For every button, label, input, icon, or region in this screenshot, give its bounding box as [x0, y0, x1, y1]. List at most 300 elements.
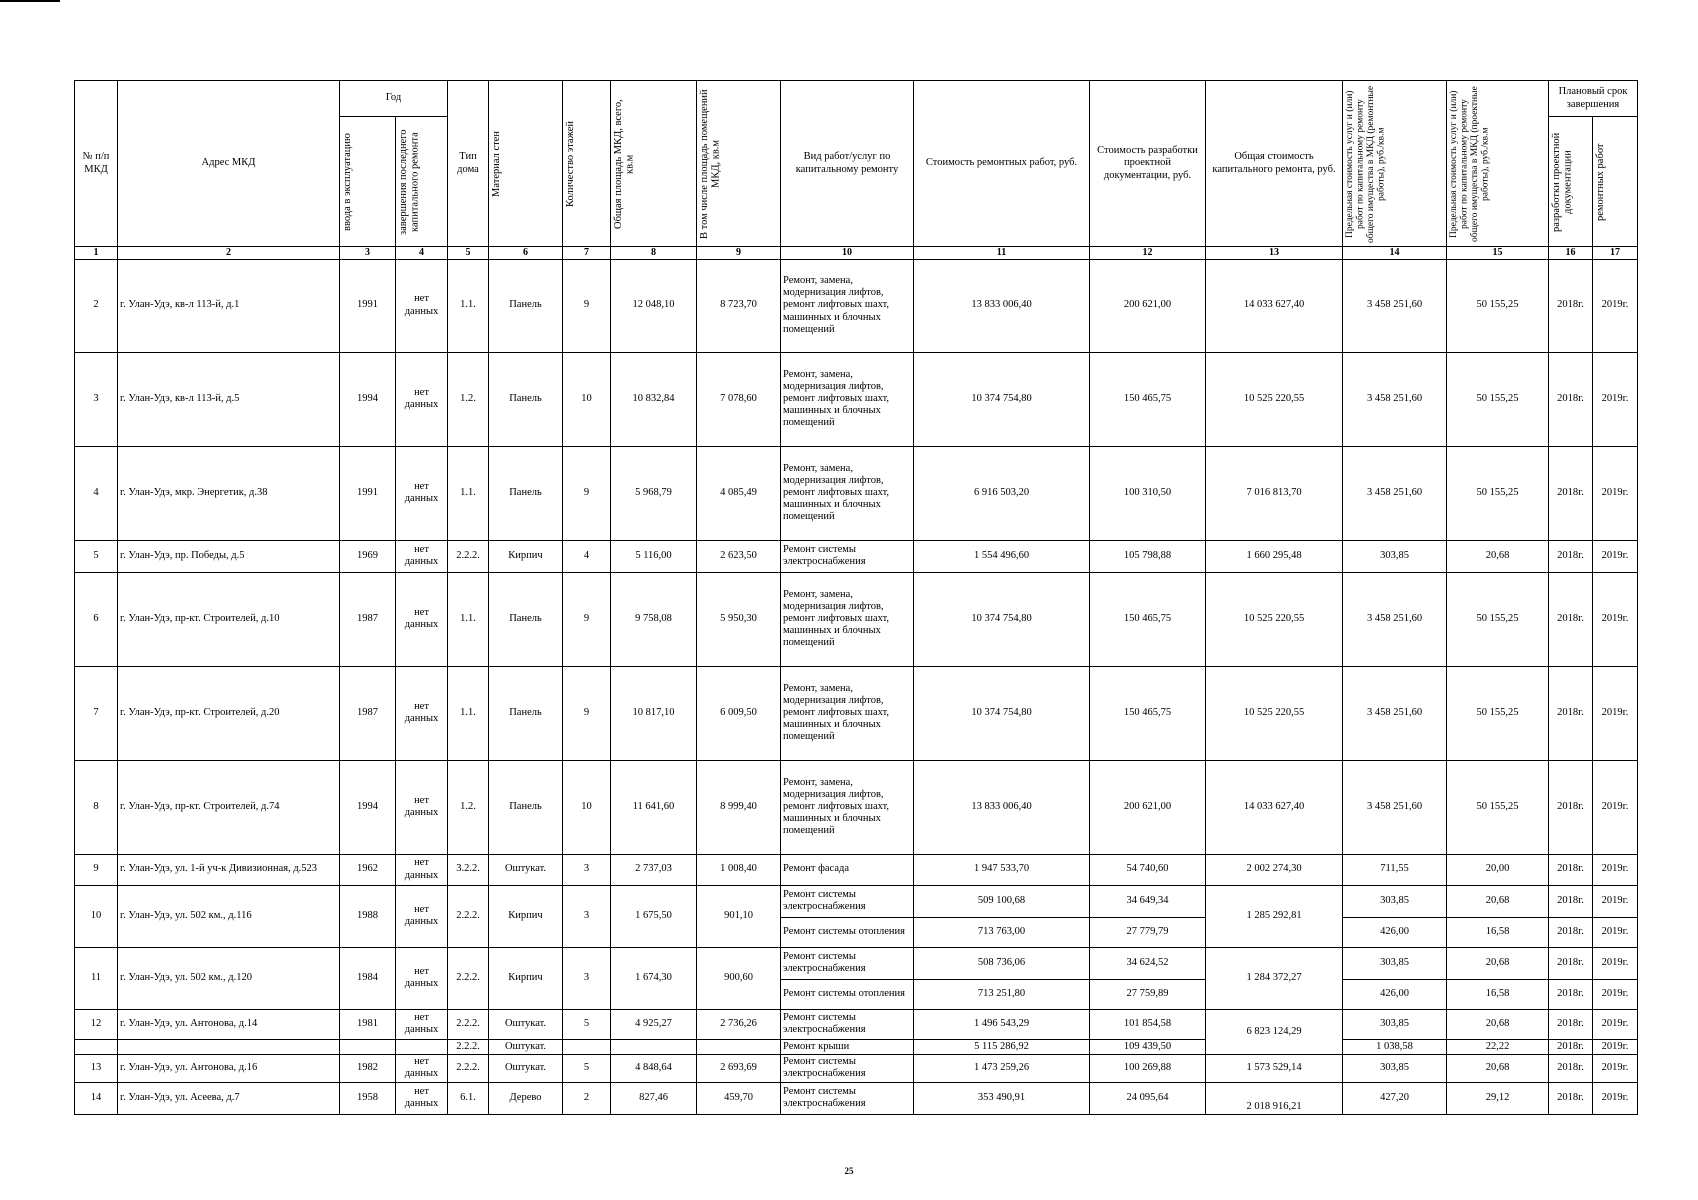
table-row [75, 1009, 1638, 1039]
header-cost-design: Стоимость разработки проектной документации, руб. [1090, 81, 1206, 247]
cell-area-rooms: 4 085,49 [697, 446, 781, 540]
header-material: Материал стен [491, 130, 502, 197]
cell-year-commissioning: 1994 [340, 760, 396, 854]
cell-plan-repair: 2019г. [1593, 1082, 1638, 1114]
cell-work: Ремонт системы электроснабжения [781, 947, 914, 979]
cell-cost-design: 27 759,89 [1090, 979, 1206, 1009]
column-number: 13 [1206, 247, 1343, 260]
cell-number: 4 [75, 446, 118, 540]
cell-type: 2.2.2. [448, 1039, 489, 1054]
cell-number: 2 [75, 259, 118, 352]
cell-number: 3 [75, 352, 118, 446]
cell-area-rooms: 8 723,70 [697, 259, 781, 352]
cell-address: г. Улан-Удэ, пр-кт. Строителей, д.74 [118, 760, 340, 854]
cell-year-last-repair [396, 1039, 448, 1054]
cell-plan-repair: 2019г. [1593, 854, 1638, 885]
cell-year-last-repair: нет данных [396, 1054, 448, 1082]
cell-cost-repair: 1 947 533,70 [914, 854, 1090, 885]
cell-plan-repair: 2019г. [1593, 540, 1638, 572]
cell-material: Дерево [489, 1082, 563, 1114]
cell-area-total: 12 048,10 [611, 259, 697, 352]
cell-cost-repair: 1 496 543,29 [914, 1009, 1090, 1039]
cell-work: Ремонт, замена, модернизация лифтов, ремонт лифтовых шахт, машинных и блочных помещений [781, 352, 914, 446]
header-year-group: Год [340, 81, 448, 117]
column-number: 7 [563, 247, 611, 260]
header-limit-repair: Предельная стоимость услуг и (или) работ по капитальному ремонту общего имущества в МКД (ремонтные работы), руб./кв.м [1345, 84, 1387, 243]
cell-cost-total: 1 285 292,81 [1206, 885, 1343, 947]
cell-plan-design: 2018г. [1549, 352, 1593, 446]
column-number: 14 [1343, 247, 1447, 260]
table-row [75, 352, 1638, 446]
table-row [75, 572, 1638, 666]
cell-limit-repair: 711,55 [1343, 854, 1447, 885]
cell-area-rooms: 459,70 [697, 1082, 781, 1114]
table-row [75, 885, 1638, 917]
cell-cost-repair: 13 833 006,40 [914, 259, 1090, 352]
cell-limit-repair: 3 458 251,60 [1343, 446, 1447, 540]
cell-work: Ремонт, замена, модернизация лифтов, ремонт лифтовых шахт, машинных и блочных помещений [781, 259, 914, 352]
cell-limit-design: 50 155,25 [1447, 446, 1549, 540]
cell-material: Панель [489, 352, 563, 446]
cell-address [118, 1039, 340, 1054]
cell-year-commissioning: 1981 [340, 1009, 396, 1039]
header-number: № п/п МКД [75, 81, 118, 247]
cell-limit-design: 16,58 [1447, 979, 1549, 1009]
cell-cost-total: 10 525 220,55 [1206, 572, 1343, 666]
cell-year-commissioning: 1982 [340, 1054, 396, 1082]
cell-cost-total: 2 018 916,21 [1206, 1082, 1343, 1114]
cell-material: Оштукат. [489, 1039, 563, 1054]
table-row [75, 259, 1638, 352]
cell-number: 9 [75, 854, 118, 885]
cell-floors: 3 [563, 947, 611, 1009]
cell-type: 2.2.2. [448, 540, 489, 572]
cell-limit-repair: 3 458 251,60 [1343, 760, 1447, 854]
cell-limit-repair: 3 458 251,60 [1343, 259, 1447, 352]
header-year-last-repair: завершения последнего капитального ремонта [398, 128, 421, 235]
cell-material: Кирпич [489, 540, 563, 572]
column-number: 9 [697, 247, 781, 260]
cell-type: 2.2.2. [448, 885, 489, 947]
cell-number: 11 [75, 947, 118, 1009]
cell-plan-repair: 2019г. [1593, 760, 1638, 854]
cell-type: 1.1. [448, 572, 489, 666]
cell-type: 1.2. [448, 352, 489, 446]
cell-type: 1.1. [448, 446, 489, 540]
cell-limit-repair: 303,85 [1343, 540, 1447, 572]
cell-cost-total: 1 284 372,27 [1206, 947, 1343, 1009]
cell-limit-design: 29,12 [1447, 1082, 1549, 1114]
cell-cost-repair: 10 374 754,80 [914, 666, 1090, 760]
cell-number: 5 [75, 540, 118, 572]
cell-work: Ремонт системы электроснабжения [781, 1082, 914, 1114]
cell-plan-design: 2018г. [1549, 979, 1593, 1009]
cell-cost-design: 200 621,00 [1090, 760, 1206, 854]
table-row [75, 1039, 1638, 1054]
cell-cost-total: 14 033 627,40 [1206, 760, 1343, 854]
cell-year-last-repair: нет данных [396, 666, 448, 760]
cell-year-commissioning: 1991 [340, 446, 396, 540]
cell-material: Панель [489, 446, 563, 540]
cell-material: Оштукат. [489, 1054, 563, 1082]
cell-cost-design: 34 649,34 [1090, 885, 1206, 917]
cell-cost-total: 6 823 124,29 [1206, 1009, 1343, 1054]
cell-year-commissioning: 1984 [340, 947, 396, 1009]
cell-cost-repair: 508 736,06 [914, 947, 1090, 979]
table-row [75, 760, 1638, 854]
cell-type: 2.2.2. [448, 1009, 489, 1039]
column-number: 8 [611, 247, 697, 260]
cell-year-last-repair: нет данных [396, 885, 448, 947]
cell-number: 8 [75, 760, 118, 854]
cell-floors: 5 [563, 1009, 611, 1039]
cell-area-total: 10 832,84 [611, 352, 697, 446]
cell-plan-design: 2018г. [1549, 666, 1593, 760]
cell-plan-design: 2018г. [1549, 1054, 1593, 1082]
cell-area-rooms: 7 078,60 [697, 352, 781, 446]
cell-cost-design: 101 854,58 [1090, 1009, 1206, 1039]
cell-cost-design: 54 740,60 [1090, 854, 1206, 885]
cell-area-total: 2 737,03 [611, 854, 697, 885]
cell-work: Ремонт крыши [781, 1039, 914, 1054]
cell-plan-repair: 2019г. [1593, 572, 1638, 666]
cell-floors: 9 [563, 446, 611, 540]
column-number: 5 [448, 247, 489, 260]
cell-limit-repair: 426,00 [1343, 979, 1447, 1009]
cell-area-total: 827,46 [611, 1082, 697, 1114]
cell-cost-repair: 713 251,80 [914, 979, 1090, 1009]
cell-area-total: 9 758,08 [611, 572, 697, 666]
cell-cost-repair: 13 833 006,40 [914, 760, 1090, 854]
table-row [75, 540, 1638, 572]
cell-year-last-repair: нет данных [396, 854, 448, 885]
header-area-rooms: В том числе площадь помещений МКД, кв.м [699, 88, 722, 239]
cell-material: Оштукат. [489, 854, 563, 885]
cell-work: Ремонт системы электроснабжения [781, 885, 914, 917]
cell-cost-total: 10 525 220,55 [1206, 352, 1343, 446]
cell-cost-design: 100 269,88 [1090, 1054, 1206, 1082]
header-plan-group: Плановый срок завершения [1549, 81, 1638, 117]
cell-material: Панель [489, 760, 563, 854]
header-floors: Количество этажей [565, 120, 576, 207]
cell-area-total: 5 968,79 [611, 446, 697, 540]
cell-work: Ремонт, замена, модернизация лифтов, ремонт лифтовых шахт, машинных и блочных помещений [781, 572, 914, 666]
cell-floors: 9 [563, 572, 611, 666]
cell-cost-design: 100 310,50 [1090, 446, 1206, 540]
cell-floors: 10 [563, 352, 611, 446]
cell-address: г. Улан-Удэ, ул. 502 км., д.120 [118, 947, 340, 1009]
header-cost-total: Общая стоимость капитального ремонта, руб. [1206, 81, 1343, 247]
cell-limit-repair: 3 458 251,60 [1343, 572, 1447, 666]
header-type: Тип дома [448, 81, 489, 247]
cell-year-last-repair: нет данных [396, 259, 448, 352]
cell-cost-design: 109 439,50 [1090, 1039, 1206, 1054]
cell-year-last-repair: нет данных [396, 947, 448, 1009]
cell-floors: 9 [563, 259, 611, 352]
cell-cost-total: 10 525 220,55 [1206, 666, 1343, 760]
cell-type: 2.2.2. [448, 1054, 489, 1082]
cell-area-total: 10 817,10 [611, 666, 697, 760]
cell-limit-repair: 427,20 [1343, 1082, 1447, 1114]
cell-number: 7 [75, 666, 118, 760]
cell-limit-repair: 426,00 [1343, 917, 1447, 947]
cell-cost-repair: 6 916 503,20 [914, 446, 1090, 540]
cell-cost-repair: 10 374 754,80 [914, 352, 1090, 446]
column-number: 3 [340, 247, 396, 260]
cell-floors: 9 [563, 666, 611, 760]
header-work: Вид работ/услуг по капитальному ремонту [781, 81, 914, 247]
cell-cost-design: 24 095,64 [1090, 1082, 1206, 1114]
cell-floors: 3 [563, 885, 611, 947]
cell-area-rooms: 5 950,30 [697, 572, 781, 666]
cell-address: г. Улан-Удэ, ул. Антонова, д.16 [118, 1054, 340, 1082]
cell-cost-design: 105 798,88 [1090, 540, 1206, 572]
cell-area-rooms: 901,10 [697, 885, 781, 947]
cell-work: Ремонт, замена, модернизация лифтов, ремонт лифтовых шахт, машинных и блочных помещений [781, 760, 914, 854]
column-number: 17 [1593, 247, 1638, 260]
cell-type: 2.2.2. [448, 947, 489, 1009]
cell-work: Ремонт, замена, модернизация лифтов, ремонт лифтовых шахт, машинных и блочных помещений [781, 666, 914, 760]
cell-plan-design: 2018г. [1549, 446, 1593, 540]
cell-year-last-repair: нет данных [396, 352, 448, 446]
cell-year-commissioning: 1969 [340, 540, 396, 572]
cell-floors: 3 [563, 854, 611, 885]
cell-area-rooms [697, 1039, 781, 1054]
cell-type: 6.1. [448, 1082, 489, 1114]
cell-cost-design: 34 624,52 [1090, 947, 1206, 979]
cell-year-last-repair: нет данных [396, 540, 448, 572]
cell-area-total: 1 675,50 [611, 885, 697, 947]
cell-plan-repair: 2019г. [1593, 352, 1638, 446]
cell-material: Оштукат. [489, 1009, 563, 1039]
cell-area-total: 1 674,30 [611, 947, 697, 1009]
cell-address: г. Улан-Удэ, ул. 1-й уч-к Дивизионная, д.523 [118, 854, 340, 885]
cell-year-commissioning: 1987 [340, 666, 396, 760]
cell-limit-design: 22,22 [1447, 1039, 1549, 1054]
cell-limit-design: 20,68 [1447, 540, 1549, 572]
header-plan-repair: ремонтных работ [1595, 142, 1606, 221]
cell-plan-repair: 2019г. [1593, 1054, 1638, 1082]
column-number: 12 [1090, 247, 1206, 260]
column-number: 2 [118, 247, 340, 260]
cell-area-rooms: 2 623,50 [697, 540, 781, 572]
cell-year-commissioning: 1987 [340, 572, 396, 666]
cell-limit-design: 20,68 [1447, 1054, 1549, 1082]
cell-area-total: 11 641,60 [611, 760, 697, 854]
cell-work: Ремонт системы электроснабжения [781, 1054, 914, 1082]
cell-address: г. Улан-Удэ, ул. Асеева, д.7 [118, 1082, 340, 1114]
cell-plan-design: 2018г. [1549, 947, 1593, 979]
cell-number [75, 1039, 118, 1054]
cell-limit-repair: 303,85 [1343, 1054, 1447, 1082]
cell-limit-repair: 303,85 [1343, 885, 1447, 917]
cell-area-rooms: 900,60 [697, 947, 781, 1009]
cell-limit-design: 16,58 [1447, 917, 1549, 947]
cell-material: Кирпич [489, 947, 563, 1009]
page-number: 25 [844, 1166, 854, 1176]
cell-plan-design: 2018г. [1549, 1082, 1593, 1114]
cell-type: 1.1. [448, 259, 489, 352]
cell-address: г. Улан-Удэ, кв-л 113-й, д.5 [118, 352, 340, 446]
column-number: 16 [1549, 247, 1593, 260]
cell-limit-design: 20,68 [1447, 947, 1549, 979]
table-row [75, 666, 1638, 760]
cell-floors [563, 1039, 611, 1054]
cell-area-total: 4 848,64 [611, 1054, 697, 1082]
cell-year-commissioning: 1962 [340, 854, 396, 885]
cell-cost-total: 2 002 274,30 [1206, 854, 1343, 885]
cell-plan-design: 2018г. [1549, 1009, 1593, 1039]
table-row [75, 1054, 1638, 1082]
cell-year-commissioning [340, 1039, 396, 1054]
cell-floors: 10 [563, 760, 611, 854]
header-limit-design: Предельная стоимость услуг и (или) работ по капитальному ремонту общего имущества в МКД (проектные работы), руб./кв.м [1449, 85, 1491, 242]
cell-cost-design: 200 621,00 [1090, 259, 1206, 352]
cell-limit-repair: 303,85 [1343, 947, 1447, 979]
cell-cost-total: 14 033 627,40 [1206, 259, 1343, 352]
cell-limit-repair: 1 038,58 [1343, 1039, 1447, 1054]
cell-work: Ремонт системы электроснабжения [781, 540, 914, 572]
cell-limit-design: 20,68 [1447, 1009, 1549, 1039]
cell-type: 1.2. [448, 760, 489, 854]
cell-plan-design: 2018г. [1549, 572, 1593, 666]
cell-area-rooms: 1 008,40 [697, 854, 781, 885]
cell-plan-design: 2018г. [1549, 540, 1593, 572]
cell-area-rooms: 2 693,69 [697, 1054, 781, 1082]
cell-material: Панель [489, 259, 563, 352]
cell-limit-design: 20,00 [1447, 854, 1549, 885]
cell-cost-total: 7 016 813,70 [1206, 446, 1343, 540]
cell-plan-design: 2018г. [1549, 917, 1593, 947]
cell-number: 6 [75, 572, 118, 666]
cell-material: Панель [489, 572, 563, 666]
cell-material: Панель [489, 666, 563, 760]
table-row [75, 854, 1638, 885]
cell-area-total: 4 925,27 [611, 1009, 697, 1039]
cell-number: 10 [75, 885, 118, 947]
cell-floors: 4 [563, 540, 611, 572]
column-number: 11 [914, 247, 1090, 260]
cell-cost-design: 150 465,75 [1090, 666, 1206, 760]
cell-work: Ремонт фасада [781, 854, 914, 885]
column-number: 1 [75, 247, 118, 260]
cell-address: г. Улан-Удэ, пр. Победы, д.5 [118, 540, 340, 572]
table-row [75, 947, 1638, 979]
cell-plan-repair: 2019г. [1593, 259, 1638, 352]
cell-address: г. Улан-Удэ, пр-кт. Строителей, д.20 [118, 666, 340, 760]
cell-plan-repair: 2019г. [1593, 1009, 1638, 1039]
cell-limit-design: 20,68 [1447, 885, 1549, 917]
cell-cost-repair: 1 554 496,60 [914, 540, 1090, 572]
header-area-total: Общая площадь МКД, всего, кв.м [613, 98, 636, 229]
cell-work: Ремонт системы отопления [781, 979, 914, 1009]
cell-limit-repair: 303,85 [1343, 1009, 1447, 1039]
cell-plan-design: 2018г. [1549, 885, 1593, 917]
cell-limit-design: 50 155,25 [1447, 666, 1549, 760]
scan-edge [0, 0, 60, 2]
table-row [75, 446, 1638, 540]
cell-limit-design: 50 155,25 [1447, 760, 1549, 854]
cell-plan-design: 2018г. [1549, 259, 1593, 352]
cell-year-last-repair: нет данных [396, 1082, 448, 1114]
cell-year-last-repair: нет данных [396, 1009, 448, 1039]
cell-year-commissioning: 1988 [340, 885, 396, 947]
column-number: 10 [781, 247, 914, 260]
column-number: 4 [396, 247, 448, 260]
column-number: 6 [489, 247, 563, 260]
table-row [75, 1082, 1638, 1114]
cell-cost-repair: 5 115 286,92 [914, 1039, 1090, 1054]
cell-floors: 5 [563, 1054, 611, 1082]
cell-floors: 2 [563, 1082, 611, 1114]
cell-plan-repair: 2019г. [1593, 979, 1638, 1009]
cell-plan-repair: 2019г. [1593, 446, 1638, 540]
cell-area-total: 5 116,00 [611, 540, 697, 572]
header-address: Адрес МКД [118, 81, 340, 247]
header-plan-design: разработки проектной документации [1551, 131, 1574, 232]
cell-number: 14 [75, 1082, 118, 1114]
column-number: 15 [1447, 247, 1549, 260]
cell-limit-repair: 3 458 251,60 [1343, 352, 1447, 446]
cell-address: г. Улан-Удэ, мкр. Энергетик, д.38 [118, 446, 340, 540]
cell-cost-repair: 353 490,91 [914, 1082, 1090, 1114]
cell-limit-repair: 3 458 251,60 [1343, 666, 1447, 760]
cell-cost-repair: 10 374 754,80 [914, 572, 1090, 666]
cell-cost-design: 27 779,79 [1090, 917, 1206, 947]
header-year-commissioning: ввода в эксплуатацию [342, 132, 353, 231]
cell-plan-repair: 2019г. [1593, 885, 1638, 917]
cell-year-commissioning: 1958 [340, 1082, 396, 1114]
cell-cost-repair: 509 100,68 [914, 885, 1090, 917]
cell-work: Ремонт системы электроснабжения [781, 1009, 914, 1039]
cell-year-last-repair: нет данных [396, 446, 448, 540]
cell-plan-repair: 2019г. [1593, 666, 1638, 760]
cell-limit-design: 50 155,25 [1447, 572, 1549, 666]
cell-cost-design: 150 465,75 [1090, 572, 1206, 666]
cell-year-commissioning: 1991 [340, 259, 396, 352]
cell-area-rooms: 2 736,26 [697, 1009, 781, 1039]
cell-year-last-repair: нет данных [396, 572, 448, 666]
cell-cost-total: 1 660 295,48 [1206, 540, 1343, 572]
cell-address: г. Улан-Удэ, кв-л 113-й, д.1 [118, 259, 340, 352]
cell-area-total [611, 1039, 697, 1054]
cell-cost-repair: 1 473 259,26 [914, 1054, 1090, 1082]
cell-cost-design: 150 465,75 [1090, 352, 1206, 446]
cell-number: 12 [75, 1009, 118, 1039]
cell-type: 3.2.2. [448, 854, 489, 885]
cell-type: 1.1. [448, 666, 489, 760]
cell-work: Ремонт системы отопления [781, 917, 914, 947]
repair-program-table [74, 80, 1638, 1115]
cell-work: Ремонт, замена, модернизация лифтов, ремонт лифтовых шахт, машинных и блочных помещений [781, 446, 914, 540]
cell-plan-repair: 2019г. [1593, 947, 1638, 979]
cell-address: г. Улан-Удэ, пр-кт. Строителей, д.10 [118, 572, 340, 666]
cell-plan-design: 2018г. [1549, 854, 1593, 885]
cell-limit-design: 50 155,25 [1447, 352, 1549, 446]
cell-limit-design: 50 155,25 [1447, 259, 1549, 352]
cell-cost-total: 1 573 529,14 [1206, 1054, 1343, 1082]
cell-area-rooms: 8 999,40 [697, 760, 781, 854]
cell-material: Кирпич [489, 885, 563, 947]
cell-plan-repair: 2019г. [1593, 917, 1638, 947]
cell-number: 13 [75, 1054, 118, 1082]
cell-plan-design: 2018г. [1549, 1039, 1593, 1054]
cell-cost-repair: 713 763,00 [914, 917, 1090, 947]
cell-plan-repair: 2019г. [1593, 1039, 1638, 1054]
cell-year-commissioning: 1994 [340, 352, 396, 446]
cell-plan-design: 2018г. [1549, 760, 1593, 854]
cell-address: г. Улан-Удэ, ул. Антонова, д.14 [118, 1009, 340, 1039]
